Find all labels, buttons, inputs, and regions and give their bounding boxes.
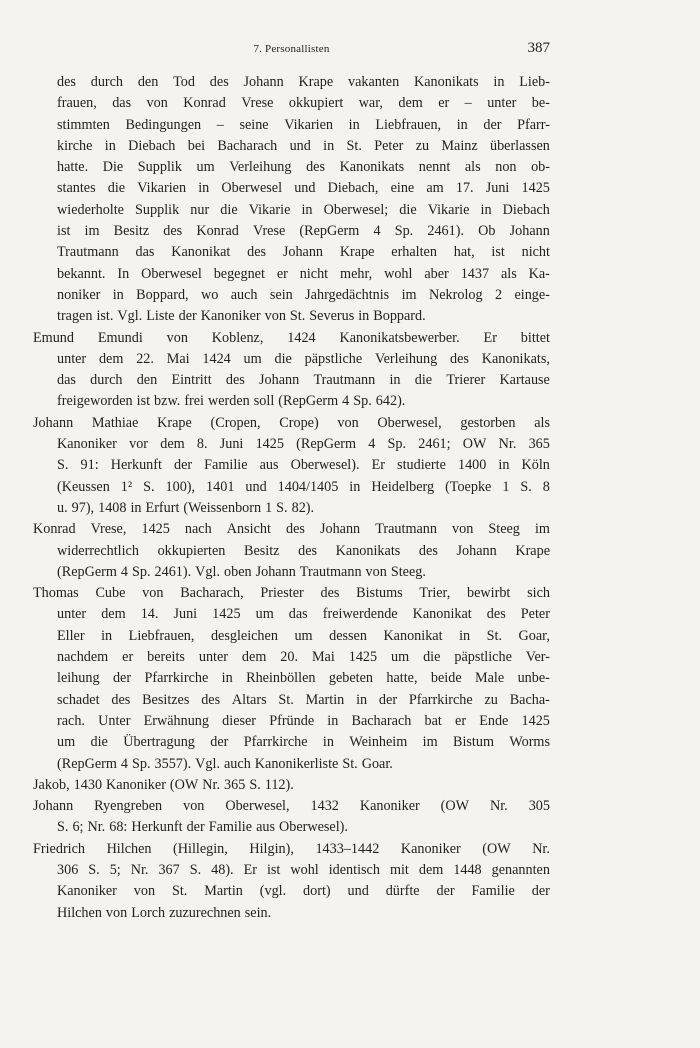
text-line: (Keussen 1² S. 100), 1401 und 1404/1405 in Heidelberg (Toepke 1 S. 8 — [57, 478, 550, 495]
text-line: widerrechtlich okkupierten Besitz des Kanonikats des Johann Krape — [57, 542, 550, 559]
register-entry — [33, 839, 550, 924]
text-line: freigeworden ist bzw. frei werden soll (RepGerm 4 Sp. 642). — [57, 393, 406, 410]
text-line: Kanoniker von St. Martin (vgl. dort) und dürfte der Familie der — [57, 883, 550, 900]
running-title: 7. Personallisten — [253, 43, 330, 55]
text-line: stantes die Vikarien in Oberwesel und Diebach, eine am 17. Juni 1425 — [57, 180, 550, 197]
text-line: Hilchen von Lorch zuzurechnen sein. — [57, 904, 272, 921]
text-line: schadet des Besitzes des Altars St. Martin in der Pfarrkirche zu Bacha- — [57, 691, 550, 708]
page-header — [33, 40, 550, 63]
text-line: Thomas Cube von Bacharach, Priester des Bistums Trier, bewirbt sich — [33, 585, 550, 602]
text-line: rach. Unter Erwähnung dieser Pfründe in Bacharach bat er Ende 1425 — [57, 712, 550, 729]
text-line: Johann Mathiae Krape (Cropen, Crope) von Oberwesel, gestorben als — [33, 414, 550, 431]
text-line: kirche in Diebach bei Bacharach und in St. Peter zu Mainz überlassen — [57, 137, 550, 154]
text-line: (RepGerm 4 Sp. 3557). Vgl. auch Kanonikerliste St. Goar. — [57, 755, 393, 772]
text-line: noniker in Boppard, wo auch sein Jahrgedächtnis im Nekrolog 2 einge- — [57, 286, 550, 303]
text-line: tragen ist. Vgl. Liste der Kanoniker von St. Severus in Boppard. — [57, 308, 426, 325]
text-line: u. 97), 1408 in Erfurt (Weissenborn 1 S. 82). — [57, 499, 315, 516]
text-line: Eller in Liebfrauen, desgleichen um dessen Kanonikat in St. Goar, — [57, 627, 550, 644]
text-line: Friedrich Hilchen (Hillegin, Hilgin), 1433–1442 Kanoniker (OW Nr. — [33, 840, 550, 857]
text-line: Konrad Vrese, 1425 nach Ansicht des Johann Trautmann von Steeg im — [33, 521, 550, 538]
text-line: Trautmann das Kanonikat des Johann Krape erhalten hat, ist nicht — [57, 244, 550, 261]
register-entry — [33, 775, 550, 796]
register-entry — [33, 583, 550, 775]
text-line: S. 91: Herkunft der Familie aus Oberwesel). Er studierte 1400 in Köln — [57, 457, 550, 474]
page-number: 387 — [527, 40, 550, 56]
register-entry — [33, 413, 550, 519]
register-entry — [33, 328, 550, 413]
register-entry — [33, 796, 550, 839]
text-line: Emund Emundi von Koblenz, 1424 Kanonikatsbewerber. Er bittet — [33, 329, 550, 346]
text-line: ist im Besitz des Konrad Vrese (RepGerm 4 Sp. 2461). Ob Johann — [57, 223, 550, 240]
text-line: Johann Ryengreben von Oberwesel, 1432 Kanoniker (OW Nr. 305 — [33, 798, 550, 815]
text-line: leihung der Pfarrkirche in Rheinböllen gebeten hatte, beide Male unbe- — [57, 670, 550, 687]
text-line: S. 6; Nr. 68: Herkunft der Familie aus Oberwesel). — [57, 819, 348, 836]
text-line: unter dem 22. Mai 1424 um die päpstliche Verleihung des Kanonikats, — [57, 350, 550, 367]
entry-continuation — [33, 72, 550, 328]
text-line: stimmten Bedingungen – seine Vikarien in Liebfrauen, in der Pfarr- — [57, 116, 550, 133]
text-line: um die Übertragung der Pfarrkirche in Weinheim im Bistum Worms — [57, 734, 550, 751]
text-line: unter dem 14. Juni 1425 um das freiwerdende Kanonikat des Peter — [57, 606, 550, 623]
text-line: Kanoniker vor dem 8. Juni 1425 (RepGerm 4 Sp. 2461; OW Nr. 365 — [57, 436, 550, 453]
text-line: (RepGerm 4 Sp. 2461). Vgl. oben Johann Trautmann von Steeg. — [57, 563, 426, 580]
text-line: bekannt. In Oberwesel begegnet er nicht mehr, wohl aber 1437 als Ka- — [57, 265, 550, 282]
text-line: wiederholte Supplik nur die Vikarie in Oberwesel; die Vikarie in Diebach — [57, 201, 550, 218]
text-line: des durch den Tod des Johann Krape vakanten Kanonikats in Lieb- — [57, 74, 550, 90]
text-line: hatte. Die Supplik um Verleihung des Kanonikats nennt als non ob- — [57, 159, 550, 176]
text-line: frauen, das von Konrad Vrese okkupiert war, dem er – unter be- — [57, 95, 550, 112]
text-line: 306 S. 5; Nr. 367 S. 48). Er ist wohl identisch mit dem 1448 genannten — [57, 861, 550, 878]
text-line: Jakob, 1430 Kanoniker (OW Nr. 365 S. 112). — [33, 776, 294, 793]
text-line: nachdem er bereits unter dem 20. Mai 1425 um die päpstliche Ver- — [57, 649, 550, 666]
body-text — [33, 72, 550, 924]
register-entry — [33, 519, 550, 583]
text-line: das durch den Eintritt des Johann Trautmann in die Trierer Kartause — [57, 372, 550, 389]
